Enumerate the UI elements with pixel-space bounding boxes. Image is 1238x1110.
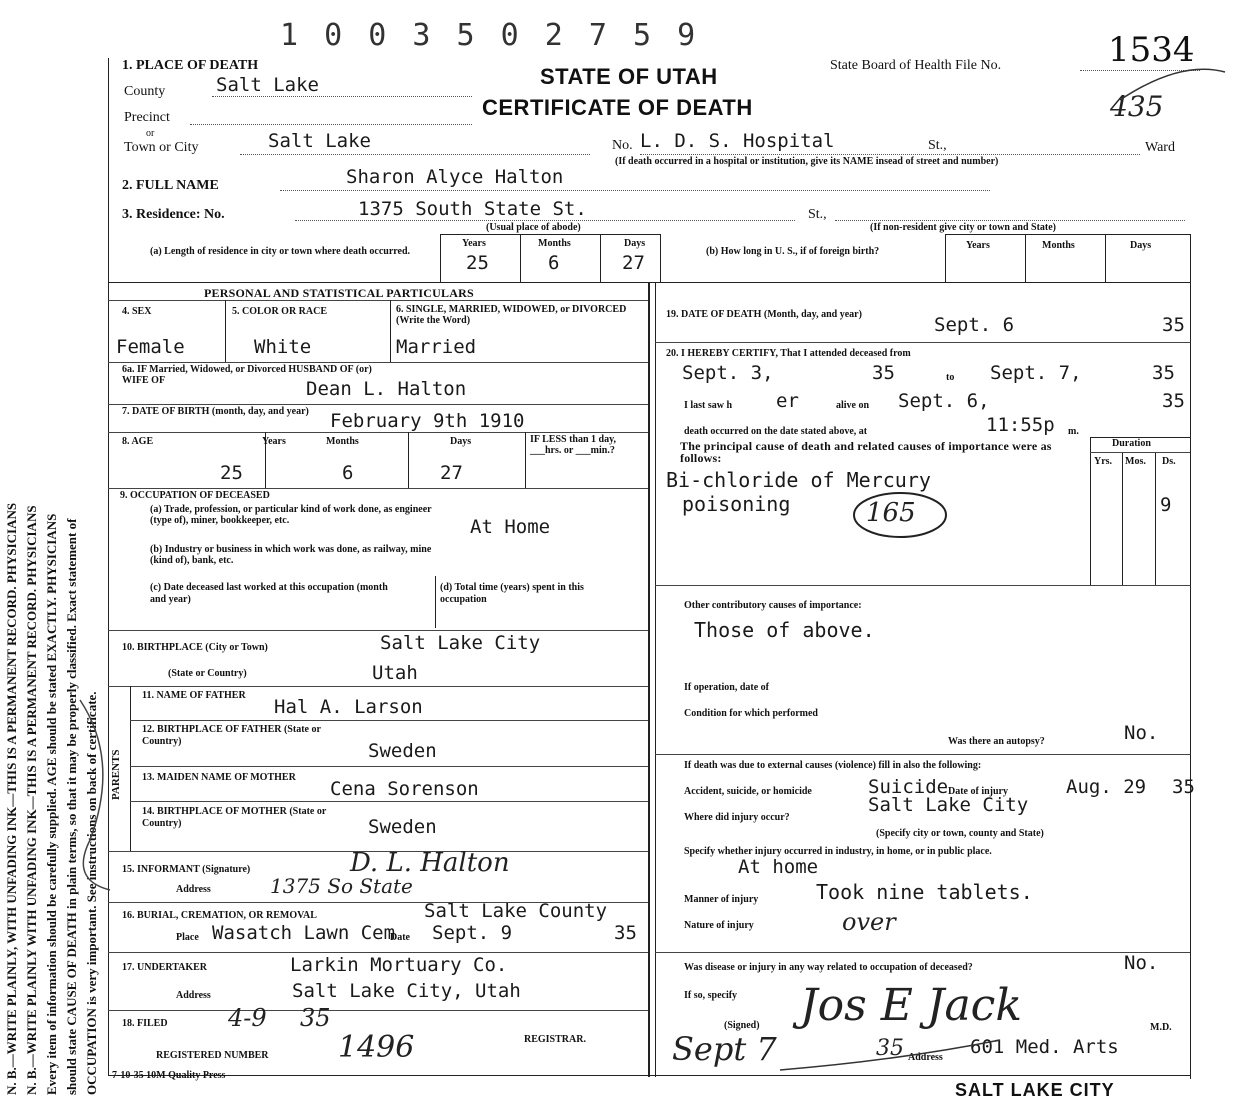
margin-note-5: OCCUPATION is very important. See instructions on back of certificate. (84, 691, 99, 1095)
death-time: 11:55p (986, 414, 1055, 436)
marital-value: Married (396, 336, 477, 358)
injury-date: Aug. 29 (1066, 776, 1147, 798)
physician-signature: Jos E Jack (800, 980, 1022, 1031)
attended-from-year: 35 (872, 362, 895, 384)
registrar-label: REGISTRAR. (524, 1034, 586, 1045)
race-label: 5. COLOR OR RACE (232, 306, 328, 317)
sex-value: Female (116, 336, 185, 358)
where-label: Where did injury occur? (684, 812, 790, 823)
res-months: 6 (548, 252, 560, 274)
burial-place: Wasatch Lawn Cem (212, 922, 396, 944)
occupation-value: At Home (470, 516, 551, 538)
us-months-header: Months (1042, 240, 1075, 251)
burial-county: Salt Lake County (424, 900, 608, 922)
autopsy-value: No. (1124, 722, 1159, 744)
dod-year: 35 (1162, 314, 1185, 336)
burial-date: Sept. 9 (432, 922, 513, 944)
filed-value: 4-9 (228, 1004, 267, 1032)
mother-birthplace-label: 14. BIRTHPLACE OF MOTHER (State or Country) (142, 806, 327, 829)
where-value: Salt Lake City (868, 794, 1029, 816)
manner-value: Took nine tablets. (816, 880, 1033, 904)
st-label: St., (928, 138, 947, 153)
usual-note: (Usual place of abode) (486, 222, 581, 233)
days-header: Days (624, 238, 646, 249)
foreign-label: (b) How long in U. S., if of foreign birth? (706, 246, 880, 257)
occupation-label: 9. OCCUPATION OF DECEASED (120, 490, 270, 501)
birthplace-value: Salt Lake City (380, 632, 541, 654)
age-label: 8. AGE (122, 436, 154, 447)
informant-label: 15. INFORMANT (Signature) (122, 864, 251, 875)
us-days-header: Days (1130, 240, 1152, 251)
res-years: 25 (466, 252, 489, 274)
hospital-value: L. D. S. Hospital (640, 130, 835, 152)
age-months-header: Months (326, 436, 359, 447)
duration-mos: Mos. (1125, 456, 1146, 467)
age-years: 25 (220, 462, 243, 484)
margin-note-1: N. B.—WRITE PLAINLY, WITH UNFADING INK—THIS IS A PERMANENT RECORD. PHYSICIANS (4, 502, 19, 1095)
last-saw-date: Sept. 6, (898, 390, 990, 412)
sex-label: 4. SEX (122, 306, 152, 317)
father-birthplace-label: 12. BIRTHPLACE OF FATHER (State or Country) (142, 724, 321, 747)
less-label: IF LESS than 1 day, ___hrs. or ___min.? (530, 434, 617, 456)
burial-date-label: Date (390, 932, 410, 943)
months-header: Months (538, 238, 571, 249)
where-value-2: At home (738, 856, 819, 878)
injury-date-label: Date of injury (948, 786, 1008, 797)
accident-label: Accident, suicide, or homicide (684, 786, 812, 797)
informant-signature: D. L. Halton (350, 848, 510, 878)
state-value: Utah (372, 662, 418, 684)
margin-note-4: should state CAUSE OF DEATH in plain terms, so that it may be properly classified. Exact statement of (64, 518, 79, 1095)
nonres-note: (If non-resident give city or town and State) (870, 222, 1057, 233)
age-days-header: Days (450, 436, 472, 447)
attended-from: Sept. 3, (682, 362, 774, 384)
handwritten-number: 435 (1110, 90, 1164, 123)
certificate-title: CERTIFICATE OF DEATH (482, 95, 753, 120)
father-value: Hal A. Larson (274, 696, 423, 718)
town-label: Town or City (124, 140, 199, 155)
duration-ds: Ds. (1162, 456, 1176, 467)
to-label: to (946, 372, 955, 383)
operation-label: If operation, date of (684, 682, 769, 693)
spouse-label: 6a. IF Married, Widowed, or Divorced HUSBAND OF (or) WIFE OF (122, 364, 372, 386)
last-saw-year: 35 (1162, 390, 1185, 412)
us-years-header: Years (966, 240, 990, 251)
cause-line-2: poisoning (682, 492, 791, 516)
nature-label: Nature of injury (684, 920, 754, 931)
attended-to: Sept. 7, (990, 362, 1082, 384)
serial-number: 1 0 0 3 5 0 2 7 5 9 (280, 18, 700, 53)
town-value: Salt Lake (268, 130, 371, 152)
state-label: (State or Country) (168, 668, 247, 679)
occupation-c: (c) Date deceased last worked at this occupation (month and year) (150, 582, 388, 605)
undertaker-label: 17. UNDERTAKER (122, 962, 208, 973)
years-header: Years (462, 238, 486, 249)
burial-year: 35 (614, 922, 637, 944)
informant-address: 1375 So State (270, 874, 413, 898)
time-suffix: m. (1068, 426, 1079, 437)
dod-value: Sept. 6 (934, 314, 1015, 336)
occupation-d: (d) Total time (years) spent in this occupation (440, 582, 584, 605)
full-name-value: Sharon Alyce Halton (346, 166, 564, 188)
mother-value: Cena Sorenson (330, 778, 479, 800)
physician-address-label: Address (908, 1052, 943, 1063)
duration-label: Duration (1112, 438, 1151, 449)
specify-city-note: (Specify city or town, county and State) (876, 828, 1044, 839)
no-label: No. (612, 138, 633, 153)
undertaker-value: Larkin Mortuary Co. (290, 954, 508, 976)
birthplace-label: 10. BIRTHPLACE (City or Town) (122, 642, 268, 653)
last-saw-label: I last saw h (684, 400, 733, 411)
residence-st-label: St., (808, 207, 827, 222)
residence-label: 3. Residence: No. (122, 207, 225, 222)
father-birthplace-value: Sweden (368, 740, 437, 762)
file-number: 1534 (1108, 30, 1195, 70)
md-label: M.D. (1150, 1022, 1172, 1033)
manner-type: Suicide (868, 776, 949, 798)
related-value: No. (1124, 952, 1159, 974)
length-label: (a) Length of residence in city or town where death occurred. (150, 246, 411, 257)
dob-value: February 9th 1910 (330, 410, 525, 432)
margin-note-2: N. B.—WRITE PLAINLY WITH UNFADING INK—THIS IS A PERMANENT RECORD. PHYSICIANS (24, 505, 39, 1095)
margin-note-3: Every item of information should be carefully supplied. AGE should be stated EXACTLY. PHYSICIANS (44, 513, 59, 1095)
marital-label: 6. SINGLE, MARRIED, WIDOWED, or DIVORCED (Write the Word) (396, 304, 627, 326)
spouse-value: Dean L. Halton (306, 378, 467, 400)
or-label: or (146, 128, 155, 139)
parents-label: PARENTS (110, 749, 122, 800)
cause-code: 165 (866, 498, 916, 528)
informant-address-label: Address (176, 884, 211, 895)
injury-year: 35 (1172, 776, 1195, 798)
full-name-label: 2. FULL NAME (122, 178, 219, 193)
condition-label: Condition for which performed (684, 708, 818, 719)
place-heading: 1. PLACE OF DEATH (122, 58, 259, 73)
occupation-a: (a) Trade, profession, or particular kind of work done, as engineer (type of), miner, bookkeeper, etc. (150, 504, 432, 526)
duration-yrs: Yrs. (1094, 456, 1113, 467)
if-so-label: If so, specify (684, 990, 738, 1001)
other-causes-label: Other contributory causes of importance: (684, 600, 862, 611)
registered-label: REGISTERED NUMBER (156, 1050, 269, 1061)
signed-year: 35 (876, 1036, 904, 1061)
related-label: Was disease or injury in any way related to occupation of deceased? (684, 962, 973, 973)
residence-value: 1375 South State St. (358, 198, 587, 220)
last-saw-pronoun: er (776, 390, 799, 412)
signed-date: Sept 7 (672, 1030, 777, 1068)
personal-heading: PERSONAL AND STATISTICAL PARTICULARS (204, 286, 474, 300)
age-days: 27 (440, 462, 463, 484)
filed-label: 18. FILED (122, 1018, 168, 1029)
hospital-note: (If death occurred in a hospital or institution, give its NAME insead of street and number) (615, 156, 999, 167)
physician-address: 601 Med. Arts (970, 1036, 1119, 1058)
print-code: 7-10-35 10M Quality Press (112, 1070, 226, 1081)
nature-value: over (842, 908, 896, 936)
burial-label: 16. BURIAL, CREMATION, OR REMOVAL (122, 910, 317, 921)
undertaker-address: Salt Lake City, Utah (292, 980, 521, 1002)
father-label: 11. NAME OF FATHER (142, 690, 246, 701)
alive-label: alive on (836, 400, 870, 411)
dod-label: 19. DATE OF DEATH (Month, day, and year) (666, 309, 862, 320)
mother-label: 13. MAIDEN NAME OF MOTHER (142, 772, 296, 783)
city-stamp: SALT LAKE CITY (955, 1080, 1115, 1100)
race-value: White (254, 336, 312, 358)
age-months: 6 (342, 462, 354, 484)
attended-to-year: 35 (1152, 362, 1175, 384)
cause-heading: The principal cause of death and related causes of importance were as follows: (680, 439, 1052, 465)
autopsy-label: Was there an autopsy? (948, 736, 1045, 747)
burial-place-label: Place (176, 932, 199, 943)
ward-label: Ward (1145, 140, 1175, 155)
county-label: County (124, 84, 166, 99)
county-value: Salt Lake (216, 74, 319, 96)
occupation-b: (b) Industry or business in which work was done, as railway, mine (kind of), bank, etc. (150, 544, 432, 566)
manner-label: Manner of injury (684, 894, 759, 905)
other-causes-value: Those of above. (694, 618, 875, 642)
age-years-header: Years (262, 436, 286, 447)
dob-label: 7. DATE OF BIRTH (month, day, and year) (122, 406, 309, 417)
filed-year: 35 (300, 1004, 331, 1032)
state-title: STATE OF UTAH (540, 64, 718, 89)
cause-line-1: Bi-chloride of Mercury (666, 468, 931, 492)
precinct-label: Precinct (124, 110, 170, 125)
res-days: 27 (622, 252, 645, 274)
mother-birthplace-value: Sweden (368, 816, 437, 838)
file-label: State Board of Health File No. (830, 58, 1002, 73)
specify-where-label: Specify whether injury occurred in industry, in home, or in public place. (684, 846, 992, 857)
external-label: If death was due to external causes (violence) fill in also the following: (684, 760, 982, 771)
occurred-label: death occurred on the date stated above, at (684, 426, 868, 437)
registered-number: 1496 (338, 1030, 415, 1065)
signed-label: (Signed) (724, 1020, 760, 1031)
duration-days-value: 9 (1160, 494, 1172, 516)
undertaker-address-label: Address (176, 990, 211, 1001)
certify-label: 20. I HEREBY CERTIFY, That I attended deceased from (666, 348, 911, 359)
